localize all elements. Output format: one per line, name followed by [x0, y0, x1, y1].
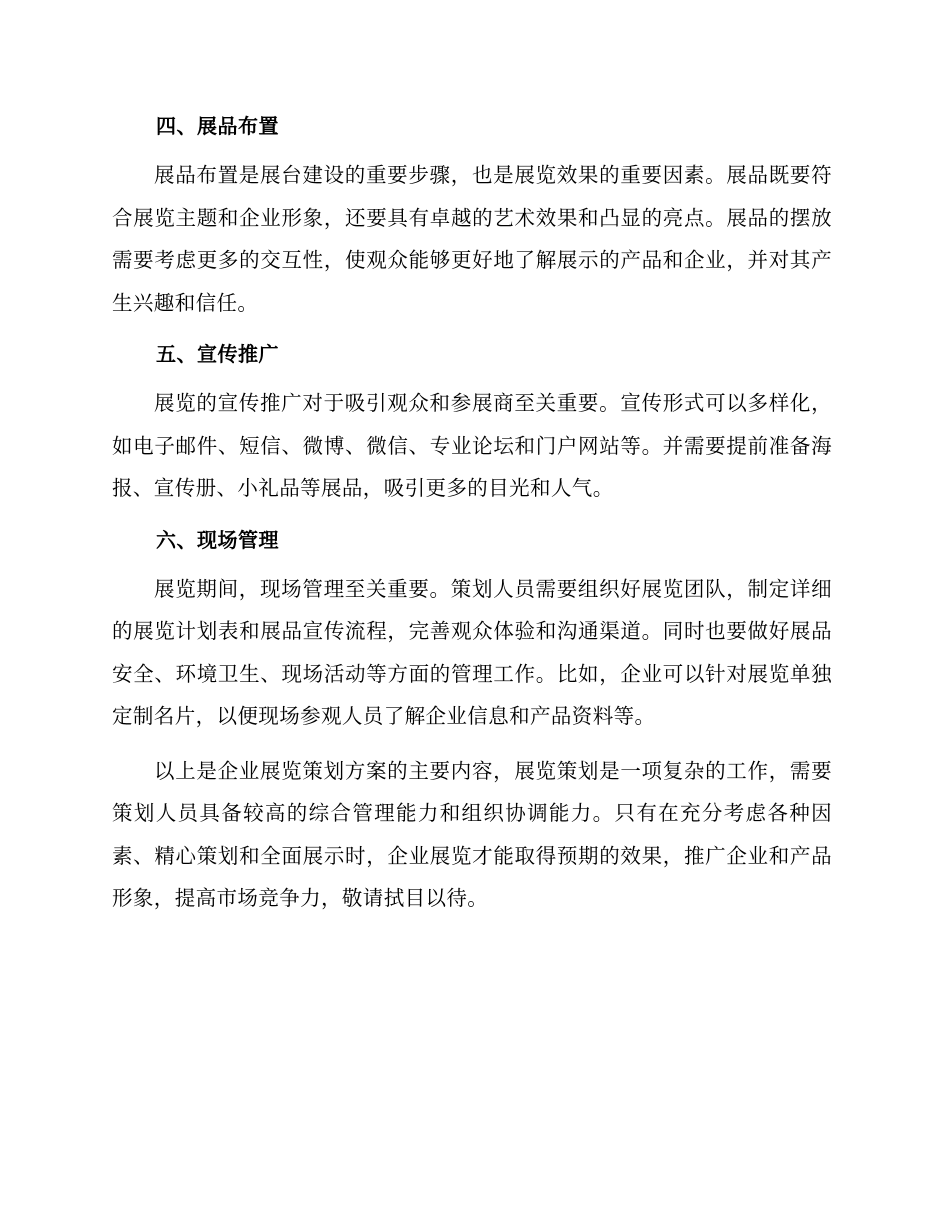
- section-paragraph: 展品布置是展台建设的重要步骤，也是展览效果的重要因素。展品既要符合展览主题和企业形象，还要具有卓越的艺术效果和凸显的亮点。展品的摆放需要考虑更多的交互性，使观众能够更好地了解展示的产品和企业，并对其产生兴趣和信任。: [112, 163, 832, 315]
- section-exhibit-layout: [112, 108, 832, 324]
- conclusion-paragraph: 以上是企业展览策划方案的主要内容，展览策划是一项复杂的工作，需要策划人员具备较高的综合管理能力和组织协调能力。只有在充分考虑各种因素、精心策划和全面展示时，企业展览才能取得预期的效果，推广企业和产品形象，提高市场竞争力，敬请拭目以待。: [112, 758, 832, 910]
- section-onsite-management: [112, 522, 832, 738]
- section-heading: 四、展品布置: [156, 114, 279, 138]
- section-paragraph: 展览的宣传推广对于吸引观众和参展商至关重要。宣传形式可以多样化，如电子邮件、短信、微博、微信、专业论坛和门户网站等。并需要提前准备海报、宣传册、小礼品等展品，吸引更多的目光和人气。: [112, 391, 832, 500]
- section-heading: 五、宣传推广: [156, 342, 279, 366]
- section-promotion: [112, 336, 832, 510]
- document-body: [112, 108, 832, 932]
- section-paragraph: 展览期间，现场管理至关重要。策划人员需要组织好展览团队，制定详细的展览计划表和展品宣传流程，完善观众体验和沟通渠道。同时也要做好展品安全、环境卫生、现场活动等方面的管理工作。比如，企业可以针对展览单独定制名片，以便现场参观人员了解企业信息和产品资料等。: [112, 576, 832, 728]
- section-heading: 六、现场管理: [156, 527, 279, 552]
